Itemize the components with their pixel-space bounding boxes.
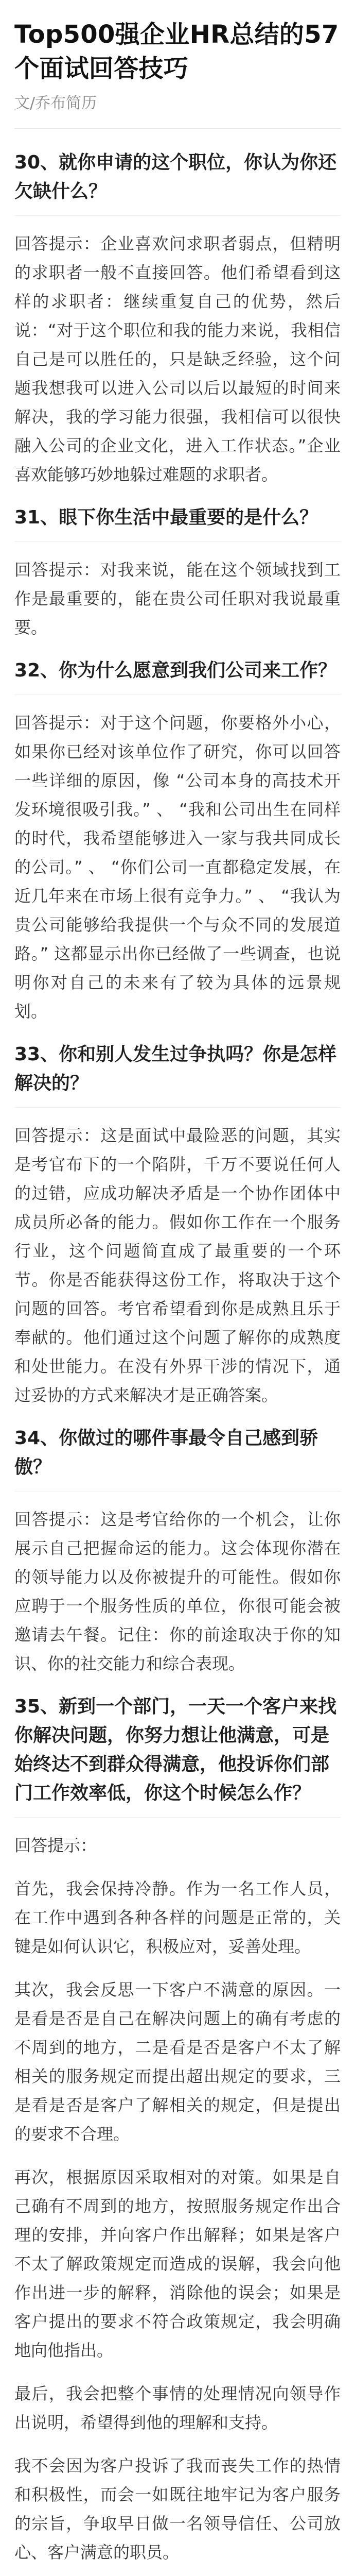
question-divider — [14, 1107, 341, 1108]
answer-paragraph: 其次，我会反思一下客户不满意的原因。一是看是否是自己在解决问题上的确有考虑的不周到的地方，二是看是否是客户不太了解相关的服务规定而提出超出规定的要求，三是看是否是客户了解相关的规定，但是提出的要求不合理。 — [14, 1980, 341, 2144]
answer-paragraph: 再次，根据原因采取相对的对策。如果是自己确有不周到的地方，按照服务规定作出合理的安排，并向客户作出解释；如果是客户不太了解政策规定而造成的误解，我会向他作出进一步的解释，消除他的误会；如果是客户提出的要求不符合政策规定，我会明确地向他指出。 — [14, 2167, 341, 2360]
question-divider — [14, 541, 341, 542]
qa-section — [14, 656, 341, 1026]
question-heading: 35、新到一个部门，一天一个客户来找你解决问题，你努力想让他满意，可是始终达不到群众得满意，他投诉你们部门工作效率低，你这个时候怎么作？ — [14, 1696, 337, 1804]
question-heading: 32、你为什么愿意到我们公司来工作？ — [14, 660, 337, 681]
question-divider — [14, 1491, 341, 1492]
answer-paragraph: 回答提示：这是考官给你的一个机会，让你展示自己把握命运的能力。这会体现你潜在的领导能力以及你被提升的可能性。假如你应聘于一个服务性质的单位，你很可能会被邀请去午餐。记住：你的前途取决于你的知识、你的社交能力和综合表现。 — [14, 1510, 341, 1673]
answer-paragraph: 回答提示：这是面试中最险恶的问题，其实是考官布下的一个陷阱，千万不要说任何人的过错，应成功解决矛盾是一个协作团体中成员所必备的能力。假如你工作在一个服务行业，这个问题简直成了最重要的一个环节。你是否能获得这份工作，将取决于这个问题的回答。考官希望看到你是成熟且乐于奉献的。他们通过这个问题了解你的成熟度和处世能力。在没有外界干涉的情况下，通过妥协的方式来解决才是正确答案。 — [14, 1126, 341, 1405]
qa-section — [14, 1040, 341, 1410]
question-divider — [14, 694, 341, 695]
answer-paragraph: 回答提示： — [14, 1836, 97, 1855]
article-author: 文/乔布简历 — [14, 94, 97, 112]
question-heading: 34、你做过的哪件事最令自己感到骄傲？ — [14, 1428, 318, 1478]
qa-section — [14, 503, 341, 642]
answer-paragraph: 回答提示：企业喜欢问求职者弱点，但精明的求职者一般不直接回答。他们希望看到这样的求职者：继续重复自己的优势，然后说：“对于这个职位和我的能力来说，我相信自己是可以胜任的，只是缺乏经验，这个问题我想我可以进入公司以后以最短的时间来解决，我的学习能力很强，我相信可以很快融入公司的企业文化，进入工作状态。”企业喜欢能够巧妙地躲过难题的求职者。 — [14, 234, 341, 484]
answer-paragraph: 首先，我会保持冷静。作为一名工作人员，在工作中遇到各种各样的问题是正常的，关键是如何认识它，积极应对，妥善处理。 — [14, 1879, 341, 1956]
question-heading: 30、就你申请的这个职位，你认为你还欠缺什么？ — [14, 152, 337, 202]
qa-section — [14, 1424, 341, 1678]
question-divider — [14, 215, 341, 216]
question-heading: 33、你和别人发生过争执吗？你是怎样解决的？ — [14, 1044, 337, 1094]
qa-section — [14, 1692, 341, 2567]
question-divider — [14, 1817, 341, 1818]
answer-paragraph: 最后，我会把整个事情的处理情况向领导作出说明，希望得到他的理解和支持。 — [14, 2384, 341, 2432]
answer-paragraph: 回答提示：对于这个问题，你要格外小心，如果你已经对该单位作了研究，你可以回答一些详细的原因，像 “公司本身的高技术开发环境很吸引我。” 、 “我和公司出生在同样的时代，我希望能够进入一家与我共同成长的公司。” 、 “你们公司一直都稳定发展，在近几年来在市场上很有竞争力。” 、 “我认为贵公司能够给我提供一个与众不同的发展道路。” 这都显示出你已经做了一些调查，也说明你对自己的未来有了较为具体的远景规划。 — [14, 713, 341, 1021]
question-heading: 31、眼下你生活中最重要的是什么？ — [14, 507, 318, 528]
article-title: Top500强企业HR总结的57个面试回答技巧 — [14, 20, 339, 83]
qa-section — [14, 148, 341, 489]
answer-paragraph: 我不会因为客户投诉了我而丧失工作的热情和积极性，而会一如既往地牢记为客户服务的宗旨，争取早日做一名领导信任、公司放心、客户满意的职员。 — [14, 2456, 341, 2562]
answer-paragraph: 回答提示：对我来说，能在这个领域找到工作是最重要的，能在贵公司任职对我说最重要。 — [14, 560, 341, 637]
header-divider — [14, 128, 341, 129]
